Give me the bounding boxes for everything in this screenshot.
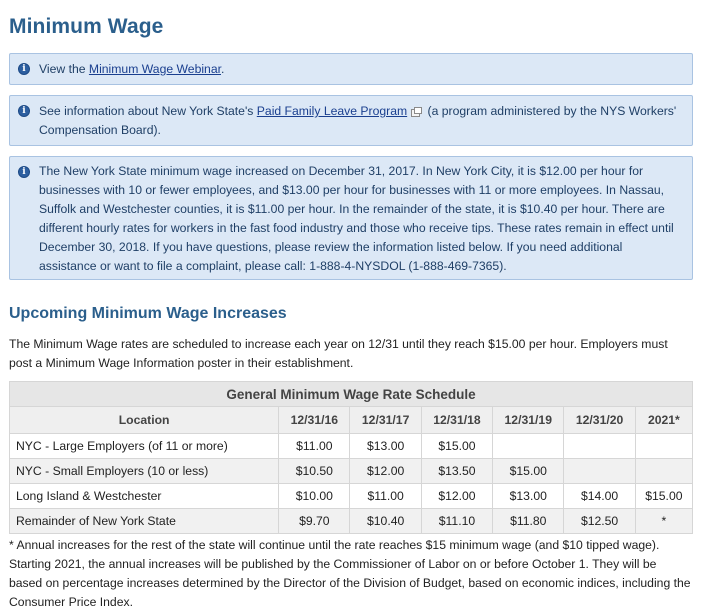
row-location: NYC - Large Employers (of 11 or more)	[10, 434, 279, 459]
column-header-location: Location	[10, 407, 279, 434]
rate-cell: $11.10	[421, 509, 492, 534]
info-icon: i	[18, 166, 30, 178]
page-title: Minimum Wage	[9, 15, 164, 38]
row-location: NYC - Small Employers (10 or less)	[10, 459, 279, 484]
row-location: Long Island & Westchester	[10, 484, 279, 509]
info-icon: i	[18, 105, 30, 117]
alert-text-before: See information about New York State's	[39, 104, 257, 118]
rate-cell	[564, 459, 635, 484]
rate-cell: $12.00	[421, 484, 492, 509]
rate-cell: $10.50	[279, 459, 350, 484]
wage-schedule-table	[9, 381, 693, 534]
rate-cell: $13.00	[350, 434, 421, 459]
rate-cell: $15.00	[635, 484, 692, 509]
section-title: Upcoming Minimum Wage Increases	[9, 305, 287, 322]
table-row	[10, 509, 693, 534]
rate-cell: $10.00	[279, 484, 350, 509]
external-link-icon[interactable]	[411, 107, 421, 116]
alert-text-before: View the	[39, 62, 89, 76]
table-caption: General Minimum Wage Rate Schedule	[10, 382, 693, 407]
rate-cell	[564, 434, 635, 459]
rate-cell: $12.50	[564, 509, 635, 534]
footnote-text: * Annual increases for the rest of the state will continue until the rate reaches $15 minimum wage (and $10 tipped wage). Starting 2021, the annual increases will be published by the Commissioner of Labor on or before October 1. They will be based on percentage increases determined by the Director of the Division of Budget, based on economic indices, including the Consumer Price Index.	[9, 538, 691, 609]
rate-cell: $10.40	[350, 509, 421, 534]
rate-cell: $14.00	[564, 484, 635, 509]
column-header: 12/31/17	[350, 407, 421, 434]
table-row	[10, 459, 693, 484]
rate-cell: $13.50	[421, 459, 492, 484]
column-header: 12/31/16	[279, 407, 350, 434]
alert-text-after: .	[221, 62, 225, 76]
alert-webinar	[9, 53, 693, 85]
rate-cell: $9.70	[279, 509, 350, 534]
column-header: 12/31/20	[564, 407, 635, 434]
column-header: 2021*	[635, 407, 692, 434]
alert-body-text: The New York State minimum wage increased on December 31, 2017. In New York City, it is $12.00 per hour for businesses with 10 or fewer employees, and $13.00 per hour for businesses with 11 or more employees. In Nassau, Suffolk and Westchester counties, it is $11.00 per hour. In the remainder of the state, it is $10.40 per hour. There are different hourly rates for workers in the fast food industry and those who receive tips. These rates remain in effect until December 30, 2018. If you have questions, please review the information listed below. If you need additional assistance or want to file a complaint, please call: 1-888-4-NYSDOL (1-888-469-7365).	[39, 164, 674, 273]
rate-cell: $11.80	[493, 509, 564, 534]
rate-cell	[493, 434, 564, 459]
paid-family-leave-link[interactable]: Paid Family Leave Program	[256, 104, 408, 118]
alert-text-after: (a program administered by the NYS Workers' Compensation Board).	[39, 104, 677, 137]
rate-cell: $11.00	[279, 434, 350, 459]
info-icon: i	[18, 63, 30, 75]
rate-cell	[635, 434, 692, 459]
row-location: Remainder of New York State	[10, 509, 279, 534]
table-row	[10, 434, 693, 459]
rate-cell: $12.00	[350, 459, 421, 484]
column-header: 12/31/18	[421, 407, 492, 434]
table-row	[10, 484, 693, 509]
rate-cell: $15.00	[493, 459, 564, 484]
rate-cell: $11.00	[350, 484, 421, 509]
column-header: 12/31/19	[493, 407, 564, 434]
minimum-wage-webinar-link[interactable]: Minimum Wage Webinar	[88, 62, 221, 76]
rate-cell: *	[635, 509, 692, 534]
intro-text: The Minimum Wage rates are scheduled to increase each year on 12/31 until they reach $15.00 per hour. Employers must post a Minimum Wage Information poster in their establishment.	[9, 337, 668, 370]
alert-paid-family-leave	[9, 95, 693, 146]
rate-cell: $13.00	[493, 484, 564, 509]
alert-minimum-wage-info	[9, 156, 693, 280]
rate-cell: $15.00	[421, 434, 492, 459]
rate-cell	[635, 459, 692, 484]
